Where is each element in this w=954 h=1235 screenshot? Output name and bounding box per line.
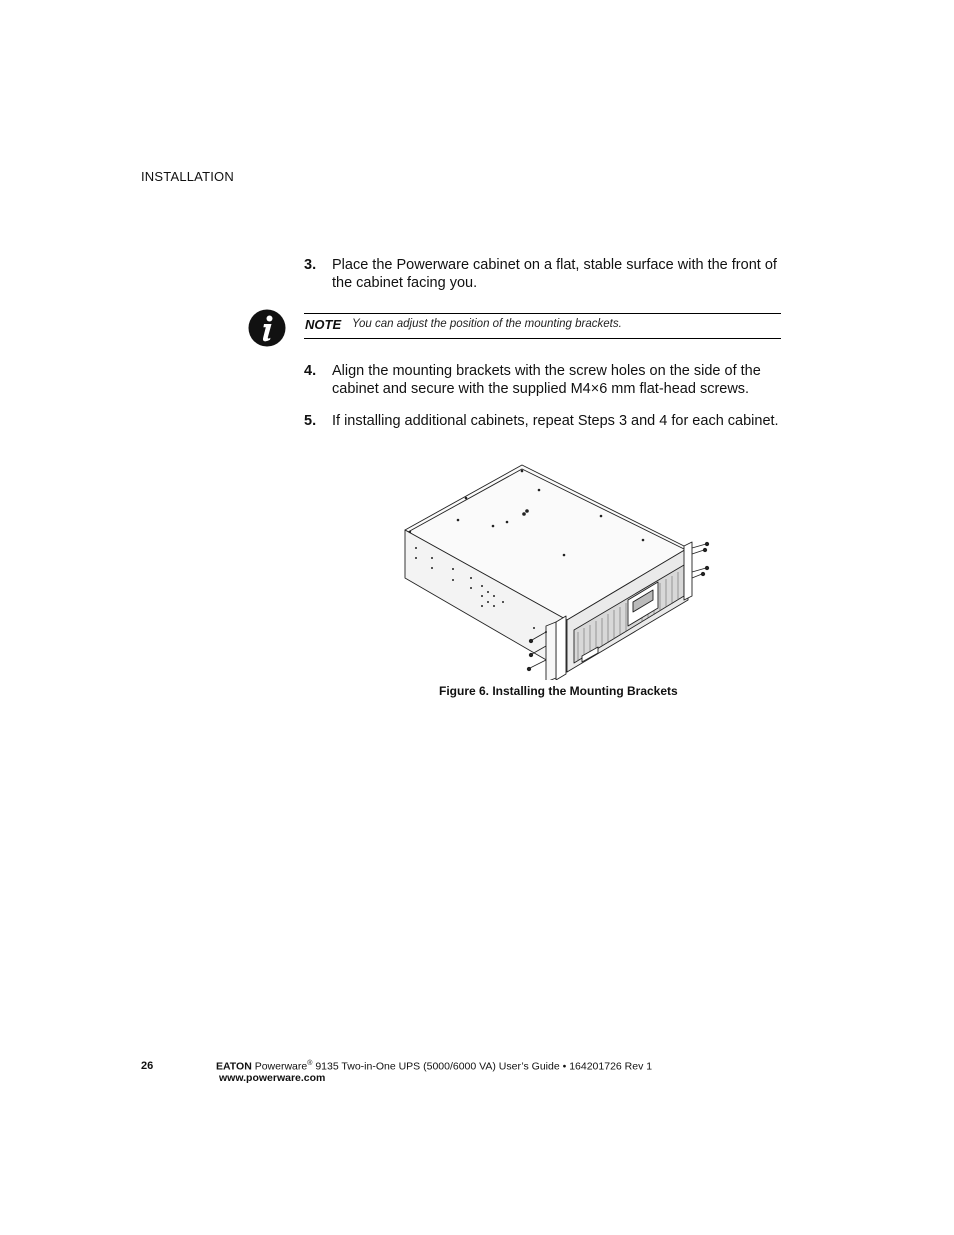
step-4 [304, 362, 784, 398]
footer-doc-title: 9135 Two-in-One UPS (5000/6000 VA) User’s Guide • 164201726 Rev 1 [312, 1060, 653, 1073]
note-text: You can adjust the position of the mounting brackets. [352, 318, 622, 330]
step-text: Align the mounting brackets with the screw holes on the side of the cabinet and secure with the supplied M4×6 mm flat-head screws. [332, 363, 761, 397]
note-box [304, 313, 781, 339]
footer-brand: EATON [216, 1060, 252, 1073]
ups-cabinet-illustration [396, 460, 716, 680]
step-3 [304, 256, 784, 292]
figure-caption: Figure 6. Installing the Mounting Brackets [439, 684, 678, 698]
step-5 [304, 412, 784, 430]
footer-title [216, 1060, 652, 1073]
note-label: NOTE [305, 317, 342, 332]
step-text: If installing additional cabinets, repeat Steps 3 and 4 for each cabinet. [332, 413, 779, 429]
footer-product: Powerware [254, 1060, 308, 1073]
footer-url: www.powerware.com [219, 1072, 326, 1084]
info-icon [248, 309, 286, 347]
registered-mark: ® [307, 1060, 313, 1067]
step-number: 3. [304, 257, 317, 273]
step-text: Place the Powerware cabinet on a flat, stable surface with the front of the cabinet facing you. [332, 257, 777, 291]
page-number: 26 [141, 1060, 154, 1072]
section-header: INSTALLATION [141, 169, 234, 184]
step-number: 5. [304, 413, 317, 429]
step-number: 4. [304, 363, 317, 379]
